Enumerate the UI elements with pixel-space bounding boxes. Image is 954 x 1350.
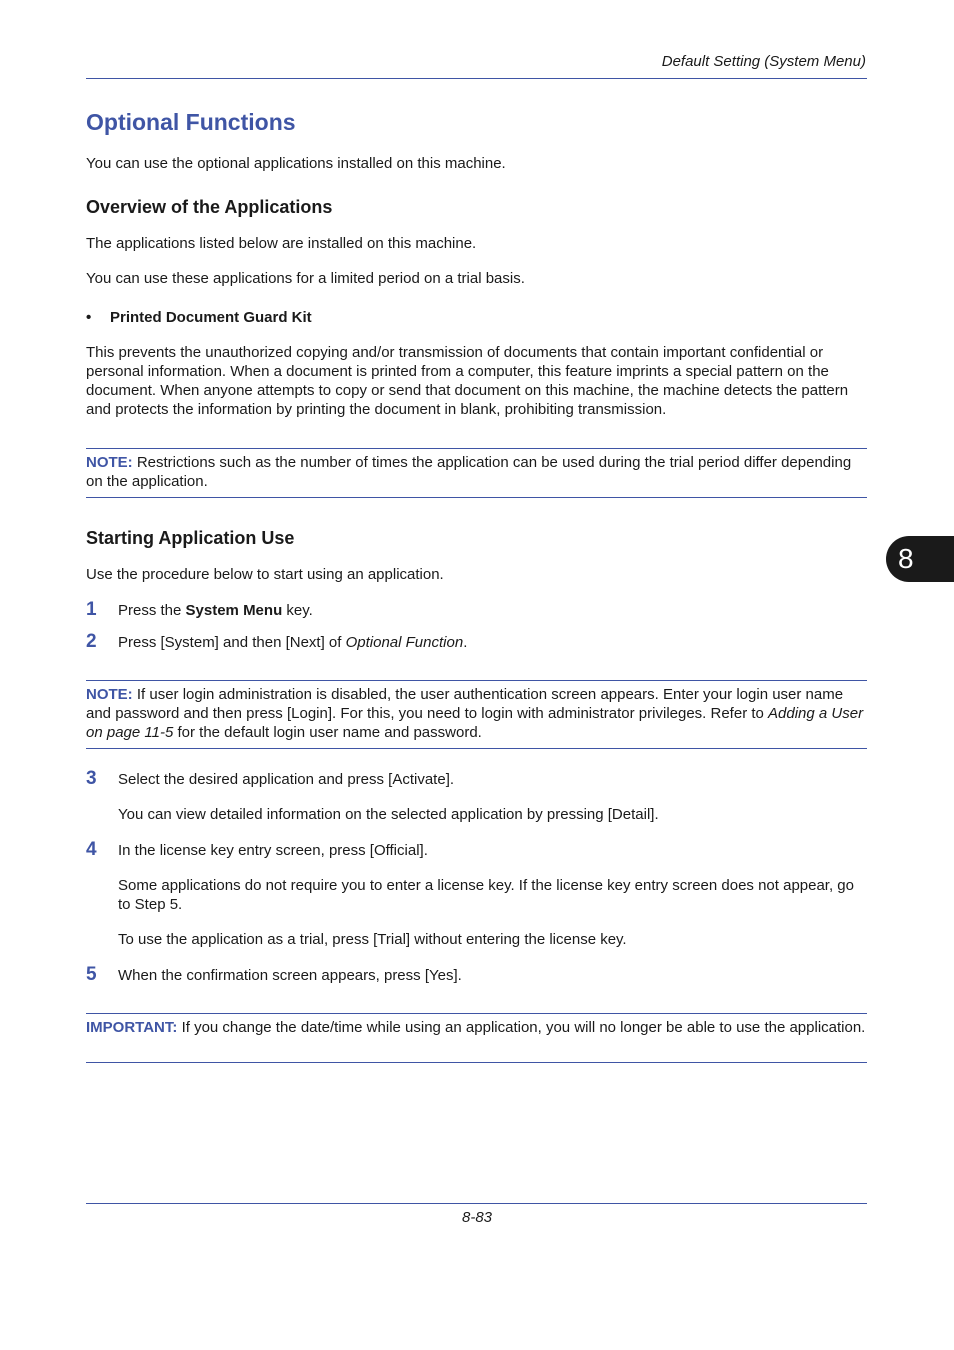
step-4-text: In the license key entry screen, press [Official]. <box>118 842 428 859</box>
step-1-text <box>118 601 867 620</box>
header-rule <box>86 78 867 79</box>
note-text: for the default login user name and password. <box>173 724 482 741</box>
step-text-part: . <box>463 634 468 651</box>
step-3-text: Select the desired application and press [Activate]. <box>118 771 455 788</box>
step-number: 5 <box>86 964 97 985</box>
step-2-text <box>118 633 867 652</box>
step-number: 4 <box>86 839 97 860</box>
bullet-item-guard-kit: Printed Document Guard Kit <box>110 309 312 326</box>
important-rule-bottom <box>86 1062 867 1063</box>
note-text: Restrictions such as the number of times the application can be used during the trial period differ depending on the application. <box>86 454 852 490</box>
note-text: If user login administration is disabled, the user authentication screen appears. Enter your login user name and password and then press [Login]. For this, you need to login with administrator privileges. Refer to <box>86 686 844 722</box>
step-4-detail-2: To use the application as a trial, press [Trial] without entering the license key. <box>118 931 627 948</box>
important-label: IMPORTANT: <box>86 1019 178 1036</box>
running-header: Default Setting (System Menu) <box>661 53 866 70</box>
overview-para-2: You can use these applications for a limited period on a trial basis. <box>86 270 525 287</box>
overview-para-1: The applications listed below are installed on this machine. <box>86 235 477 252</box>
note-rule-top <box>86 448 867 449</box>
optional-function-ref: Optional Function <box>345 634 464 651</box>
note-rule-bottom <box>86 497 867 498</box>
step-number: 3 <box>86 768 97 789</box>
note-rule-bottom <box>86 748 867 749</box>
system-menu-key: System Menu <box>185 602 283 619</box>
note-login <box>86 685 867 742</box>
step-number: 1 <box>86 599 97 620</box>
note-restrictions <box>86 453 867 491</box>
starting-heading: Starting Application Use <box>86 528 295 548</box>
step-text-part: Press [System] and then [Next] of <box>118 634 346 651</box>
starting-intro: Use the procedure below to start using an application. <box>86 566 444 583</box>
footer-rule <box>86 1203 867 1204</box>
intro-text: You can use the optional applications installed on this machine. <box>86 155 506 172</box>
step-text-part: Press the <box>118 602 186 619</box>
cross-reference-link[interactable]: Adding a User on page 11-5 <box>86 705 864 741</box>
chapter-tab: 8 <box>886 536 954 582</box>
note-rule-top <box>86 680 867 681</box>
note-label: NOTE: <box>86 686 133 703</box>
page-number: 8-83 <box>461 1209 493 1226</box>
important-notice <box>86 1018 867 1037</box>
important-rule-top <box>86 1013 867 1014</box>
guard-kit-description: This prevents the unauthorized copying and/or transmission of documents that contain important confidential or personal information. When a document is printed from a computer, this feature imprints a special pattern on the document. When anyone attempts to copy or send that document on this machine, the machine detects the pattern and protects the information by printing the document in blank, prohibiting transmission. <box>86 344 849 418</box>
important-text: If you change the date/time while using an application, you will no longer be able to use the application. <box>181 1019 866 1036</box>
page-title: Optional Functions <box>86 109 296 135</box>
step-5-text: When the confirmation screen appears, press [Yes]. <box>118 967 462 984</box>
note-label: NOTE: <box>86 454 133 471</box>
step-number: 2 <box>86 631 97 652</box>
bullet-marker: • <box>86 309 92 326</box>
step-text-part: key. <box>282 602 313 619</box>
step-4-detail-1: Some applications do not require you to enter a license key. If the license key entry screen does not appear, go to Step 5. <box>118 877 854 913</box>
step-3-detail: You can view detailed information on the selected application by pressing [Detail]. <box>118 806 659 823</box>
overview-heading: Overview of the Applications <box>86 197 333 217</box>
